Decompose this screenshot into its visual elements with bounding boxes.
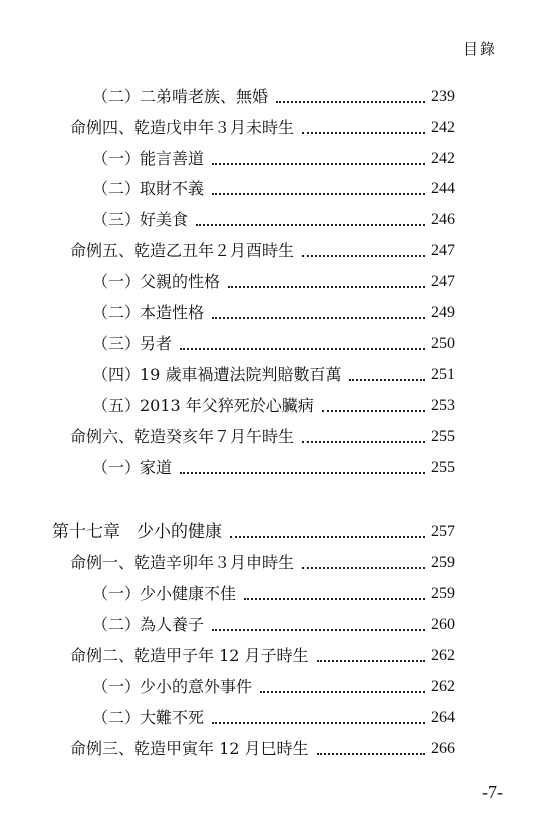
toc-entry-page: 244 xyxy=(431,180,455,197)
toc-entry-page: 259 xyxy=(431,585,455,602)
toc-entry[interactable] xyxy=(92,86,455,108)
toc-entry-page: 255 xyxy=(431,428,455,445)
toc-entry[interactable] xyxy=(92,209,455,231)
toc-entry[interactable] xyxy=(70,426,455,448)
toc-entry-title: （二）本造性格 xyxy=(92,303,205,322)
leader-dots xyxy=(302,567,425,569)
toc-entry-page: 249 xyxy=(431,304,455,321)
toc-entry-page: 260 xyxy=(431,616,455,633)
leader-dots xyxy=(302,255,425,257)
running-header: 目錄 xyxy=(462,40,497,58)
toc-entry-page: 242 xyxy=(431,119,455,136)
toc-entry-page: 242 xyxy=(431,150,455,167)
toc-entry-page: 262 xyxy=(431,647,455,664)
toc-entry-page: 262 xyxy=(431,678,455,695)
toc-entry-title: （一）少小的意外事件 xyxy=(92,677,253,696)
toc-entry-page: 255 xyxy=(431,459,455,476)
leader-dots xyxy=(212,629,425,631)
toc-entry-title: （一）能言善道 xyxy=(92,149,205,168)
leader-dots xyxy=(317,753,425,755)
toc-entry-title: （一）家道 xyxy=(92,458,173,477)
leader-dots xyxy=(302,132,425,134)
toc-entry[interactable] xyxy=(92,457,455,479)
toc-entry-title: （五）2013 年父猝死於心臟病 xyxy=(92,396,314,415)
toc-entry-page: 251 xyxy=(431,366,455,383)
toc-entry-page: 259 xyxy=(431,554,455,571)
toc-entry-title: （二）大難不死 xyxy=(92,708,205,727)
toc-entry-title: 命例三、乾造甲寅年 12 月巳時生 xyxy=(70,739,309,758)
toc-entry-page: 250 xyxy=(431,335,455,352)
leader-dots xyxy=(349,379,425,381)
toc-entry-title: 命例四、乾造戊申年３月未時生 xyxy=(70,118,295,137)
toc-entry[interactable] xyxy=(92,148,455,170)
toc-entry[interactable] xyxy=(92,178,455,200)
leader-dots xyxy=(228,286,425,288)
toc-entry-title: 第十七章 少小的健康 xyxy=(52,522,222,542)
toc-entry[interactable] xyxy=(70,645,455,667)
toc-entry[interactable] xyxy=(70,117,455,139)
toc-entry-title: 命例二、乾造甲子年 12 月子時生 xyxy=(70,646,309,665)
toc-entry-title: （二）為人養子 xyxy=(92,615,205,634)
leader-dots xyxy=(212,163,425,165)
leader-dots xyxy=(212,722,425,724)
toc-entry-title: （一）父親的性格 xyxy=(92,272,221,291)
leader-dots xyxy=(180,472,425,474)
toc-entry[interactable] xyxy=(70,552,455,574)
leader-dots xyxy=(230,536,425,538)
toc-entry[interactable] xyxy=(92,676,455,698)
toc-entry-page: 253 xyxy=(431,397,455,414)
toc-entry-title: （二）取財不義 xyxy=(92,179,205,198)
leader-dots xyxy=(317,660,425,662)
toc-entry[interactable] xyxy=(92,395,455,417)
toc-entry-title: 命例五、乾造乙丑年２月酉時生 xyxy=(70,241,295,260)
leader-dots xyxy=(322,410,425,412)
leader-dots xyxy=(196,224,425,226)
toc-entry[interactable] xyxy=(70,240,455,262)
toc-entry-page: 239 xyxy=(431,88,455,105)
toc-entry-title: （一）少小健康不佳 xyxy=(92,584,237,603)
toc-entry-page: 247 xyxy=(431,273,455,290)
page-number: -7- xyxy=(482,782,503,802)
toc-entry-page: 257 xyxy=(431,523,455,540)
toc-entry[interactable] xyxy=(70,738,455,760)
toc-entry-page: 247 xyxy=(431,242,455,259)
toc-entry[interactable] xyxy=(92,707,455,729)
leader-dots xyxy=(260,691,425,693)
toc-entry[interactable] xyxy=(92,302,455,324)
toc-entry[interactable] xyxy=(92,583,455,605)
toc-entry-title: （三）好美食 xyxy=(92,210,189,229)
toc-entry-title: （二）二弟啃老族、無婚 xyxy=(92,87,269,106)
toc-entry-title: （三）另者 xyxy=(92,334,173,353)
leader-dots xyxy=(276,101,425,103)
toc-entry[interactable] xyxy=(92,271,455,293)
toc-entry-title: 命例一、乾造辛卯年３月申時生 xyxy=(70,553,295,572)
toc-chapter-entry[interactable] xyxy=(52,521,455,543)
leader-dots xyxy=(212,317,425,319)
leader-dots xyxy=(244,598,425,600)
toc-entry-title: 命例六、乾造癸亥年７月午時生 xyxy=(70,427,295,446)
toc-entry[interactable] xyxy=(92,614,455,636)
toc-entry-page: 264 xyxy=(431,709,455,726)
toc-entry[interactable] xyxy=(92,333,455,355)
leader-dots xyxy=(212,193,425,195)
toc-entry[interactable] xyxy=(92,364,455,386)
toc-entry-title: （四）19 歲車禍遭法院判賠數百萬 xyxy=(92,365,342,384)
toc-entry-page: 266 xyxy=(431,740,455,757)
toc-entry-page: 246 xyxy=(431,211,455,228)
leader-dots xyxy=(302,441,425,443)
leader-dots xyxy=(180,348,425,350)
